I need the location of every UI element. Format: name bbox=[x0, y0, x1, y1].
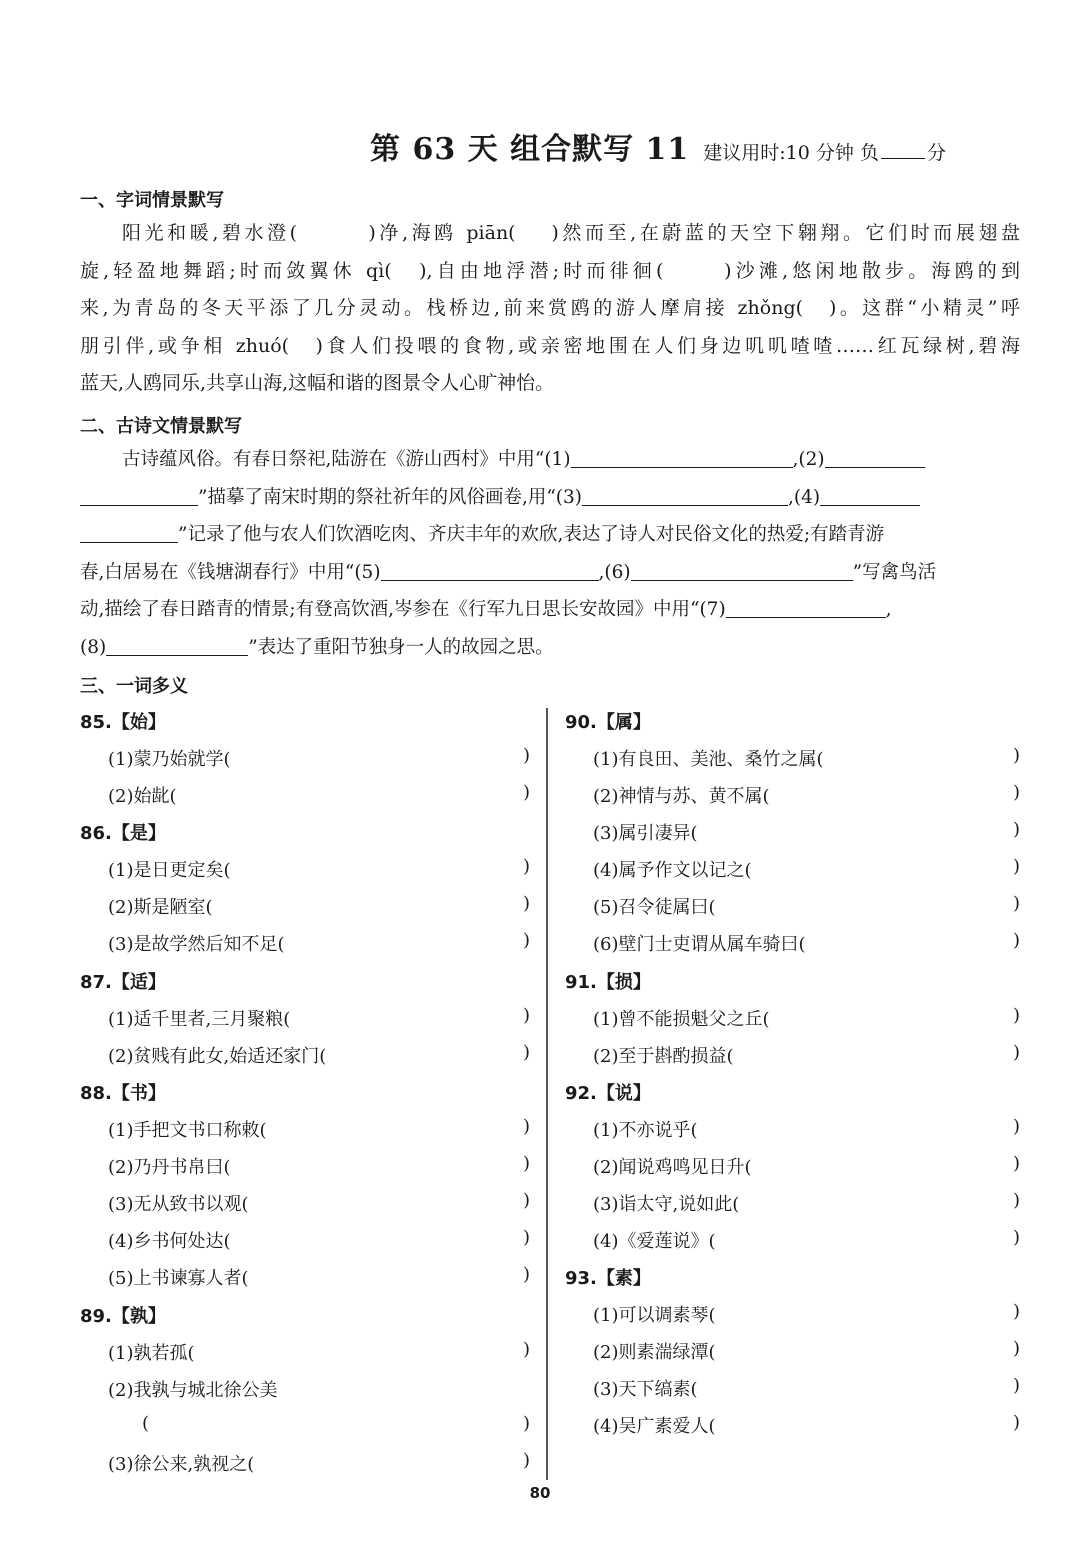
question-item[interactable]: (2)斯是陋室( ) bbox=[108, 893, 530, 918]
s2-text: , bbox=[885, 599, 892, 620]
entry-head-93: 93.【素】 bbox=[565, 1268, 651, 1289]
section2-paragraph bbox=[80, 441, 1020, 666]
question-item[interactable]: (4)属予作文以记之( ) bbox=[593, 856, 1020, 881]
question-item[interactable]: (1)适千里者,三月聚粮( ) bbox=[108, 1005, 530, 1030]
question-item[interactable]: (2)至于斟酌损益( ) bbox=[593, 1042, 1020, 1067]
section1-line: 蓝天,人鸥同乐,共享山海,这幅和谐的图景令人心旷神怡。 bbox=[80, 372, 555, 394]
s2-text: ”记录了他与农人们饮酒吃肉、齐庆丰年的欢欣,表达了诗人对民俗文化的热爱;有踏青游 bbox=[178, 524, 885, 545]
s2-text: ,(2) bbox=[792, 449, 825, 470]
section3-heading: 三、一词多义 bbox=[80, 676, 188, 697]
blank-8[interactable] bbox=[106, 633, 248, 656]
blank-3[interactable] bbox=[582, 483, 788, 506]
question-item[interactable]: (2)我孰与城北徐公美 bbox=[108, 1380, 278, 1401]
question-item[interactable]: (6)壁门士吏谓从属车骑曰( ) bbox=[593, 930, 1020, 955]
entry-head-87: 87.【适】 bbox=[80, 972, 166, 993]
blank-4-cont[interactable] bbox=[80, 520, 178, 543]
section1-line: 来,为青岛的冬天平添了几分灵动。栈桥边,前来赏鸥的游人摩肩接 zhǒng( )。这群“小精灵”呼 bbox=[80, 297, 1020, 319]
question-item[interactable]: (4)吴广素爱人( ) bbox=[593, 1412, 1020, 1437]
question-item[interactable]: (1)蒙乃始就学( ) bbox=[108, 745, 530, 770]
question-item[interactable]: (2)神情与苏、黄不属( ) bbox=[593, 782, 1020, 807]
score-blank[interactable] bbox=[881, 140, 925, 159]
question-item[interactable]: (1)曾不能损魁父之丘( ) bbox=[593, 1005, 1020, 1030]
question-item-cont[interactable]: ( ) bbox=[142, 1413, 530, 1434]
section1-paragraph bbox=[80, 215, 1020, 403]
blank-6[interactable] bbox=[631, 558, 853, 581]
blank-2-cont[interactable] bbox=[80, 483, 198, 506]
question-item[interactable]: (1)是日更定矣( ) bbox=[108, 856, 530, 881]
question-item[interactable]: (5)上书谏寡人者( ) bbox=[108, 1264, 530, 1289]
s2-text: (8) bbox=[80, 636, 107, 658]
page-title-row bbox=[370, 124, 946, 168]
score-unit: 分 bbox=[926, 142, 946, 164]
blank-1[interactable] bbox=[571, 445, 793, 468]
entry-head-89: 89.【孰】 bbox=[80, 1306, 166, 1327]
s2-text: ,(6) bbox=[598, 561, 631, 583]
question-item[interactable]: (2)贫贱有此女,始适还家门( ) bbox=[108, 1042, 530, 1067]
question-item[interactable]: (3)是故学然后知不足( ) bbox=[108, 930, 530, 955]
blank-5[interactable] bbox=[381, 558, 599, 581]
blank-4[interactable] bbox=[820, 483, 920, 506]
entry-head-86: 86.【是】 bbox=[80, 823, 166, 844]
entry-head-88: 88.【书】 bbox=[80, 1083, 166, 1104]
question-item[interactable]: (1)不亦说乎( ) bbox=[593, 1116, 1020, 1141]
s2-text: 古诗蕴风俗。有春日祭祀,陆游在《游山西村》中用“(1) bbox=[122, 449, 571, 470]
section1-line: 阳光和暖,碧水澄( )净,海鸥 piān( )然而至,在蔚蓝的天空下翱翔。它们时而展翅盘 bbox=[122, 222, 1020, 244]
question-item[interactable]: (4)乡书何处达( ) bbox=[108, 1227, 530, 1252]
question-item[interactable]: (1)有良田、美池、桑竹之属( ) bbox=[593, 745, 1020, 770]
question-item[interactable]: (2)始龀( ) bbox=[108, 782, 530, 807]
question-item[interactable]: (3)无从致书以观( ) bbox=[108, 1190, 530, 1215]
page-title: 第 63 天 组合默写 11 bbox=[370, 132, 690, 167]
question-item[interactable]: (3)徐公来,孰视之( ) bbox=[108, 1450, 530, 1475]
column-divider bbox=[546, 708, 548, 1480]
s2-text: ”写禽鸟活 bbox=[852, 561, 937, 583]
entry-head-92: 92.【说】 bbox=[565, 1083, 651, 1104]
left-column bbox=[80, 708, 530, 1488]
question-item[interactable]: (1)手把文书口称敕( ) bbox=[108, 1116, 530, 1141]
question-item[interactable]: (1)可以调素琴( ) bbox=[593, 1301, 1020, 1326]
entry-head-90: 90.【属】 bbox=[565, 712, 651, 733]
question-item[interactable]: (3)诣太守,说如此( ) bbox=[593, 1190, 1020, 1215]
question-item[interactable]: (4)《爱莲说》( ) bbox=[593, 1227, 1020, 1252]
time-hint: 建议用时:10 分钟 负 bbox=[703, 142, 879, 164]
section1-line: 朋引伴,或争相 zhuó( )食人们投喂的食物,或亲密地围在人们身边叽叽喳喳……红瓦绿树,碧海 bbox=[80, 334, 1020, 357]
question-item[interactable]: (2)闻说鸡鸣见日升( ) bbox=[593, 1153, 1020, 1178]
question-item[interactable]: (3)天下缟素( ) bbox=[593, 1375, 1020, 1400]
right-column bbox=[565, 708, 1020, 1448]
s2-text: ”表达了重阳节独身一人的故园之思。 bbox=[248, 636, 554, 658]
s2-text: 春,白居易在《钱塘湖春行》中用“(5) bbox=[80, 561, 381, 583]
entry-head-91: 91.【损】 bbox=[565, 972, 651, 993]
section2-heading: 二、古诗文情景默写 bbox=[80, 416, 242, 437]
s2-text: ”描摹了南宋时期的祭社祈年的风俗画卷,用“(3) bbox=[198, 486, 583, 508]
s2-text: 动,描绘了春日踏青的情景;有登高饮酒,岑参在《行军九日思长安故园》中用“(7) bbox=[80, 599, 726, 620]
question-item[interactable]: (1)孰若孤( ) bbox=[108, 1339, 530, 1364]
s2-text: ,(4) bbox=[788, 486, 821, 508]
question-item[interactable]: (3)属引凄异( ) bbox=[593, 819, 1020, 844]
question-item[interactable]: (5)召令徒属曰( ) bbox=[593, 893, 1020, 918]
entry-head-85: 85.【始】 bbox=[80, 712, 166, 733]
question-item[interactable]: (2)乃丹书帛曰( ) bbox=[108, 1153, 530, 1178]
question-item[interactable]: (2)则素湍绿潭( ) bbox=[593, 1338, 1020, 1363]
section1-line: 旋,轻盈地舞蹈;时而敛翼休 qì( ),自由地浮潜;时而徘徊( )沙滩,悠闲地散步。海鸥的到 bbox=[80, 259, 1020, 282]
section1-heading: 一、字词情景默写 bbox=[80, 190, 224, 211]
page-number: 80 bbox=[529, 1484, 551, 1502]
blank-2[interactable] bbox=[825, 445, 925, 468]
blank-7[interactable] bbox=[726, 595, 886, 618]
